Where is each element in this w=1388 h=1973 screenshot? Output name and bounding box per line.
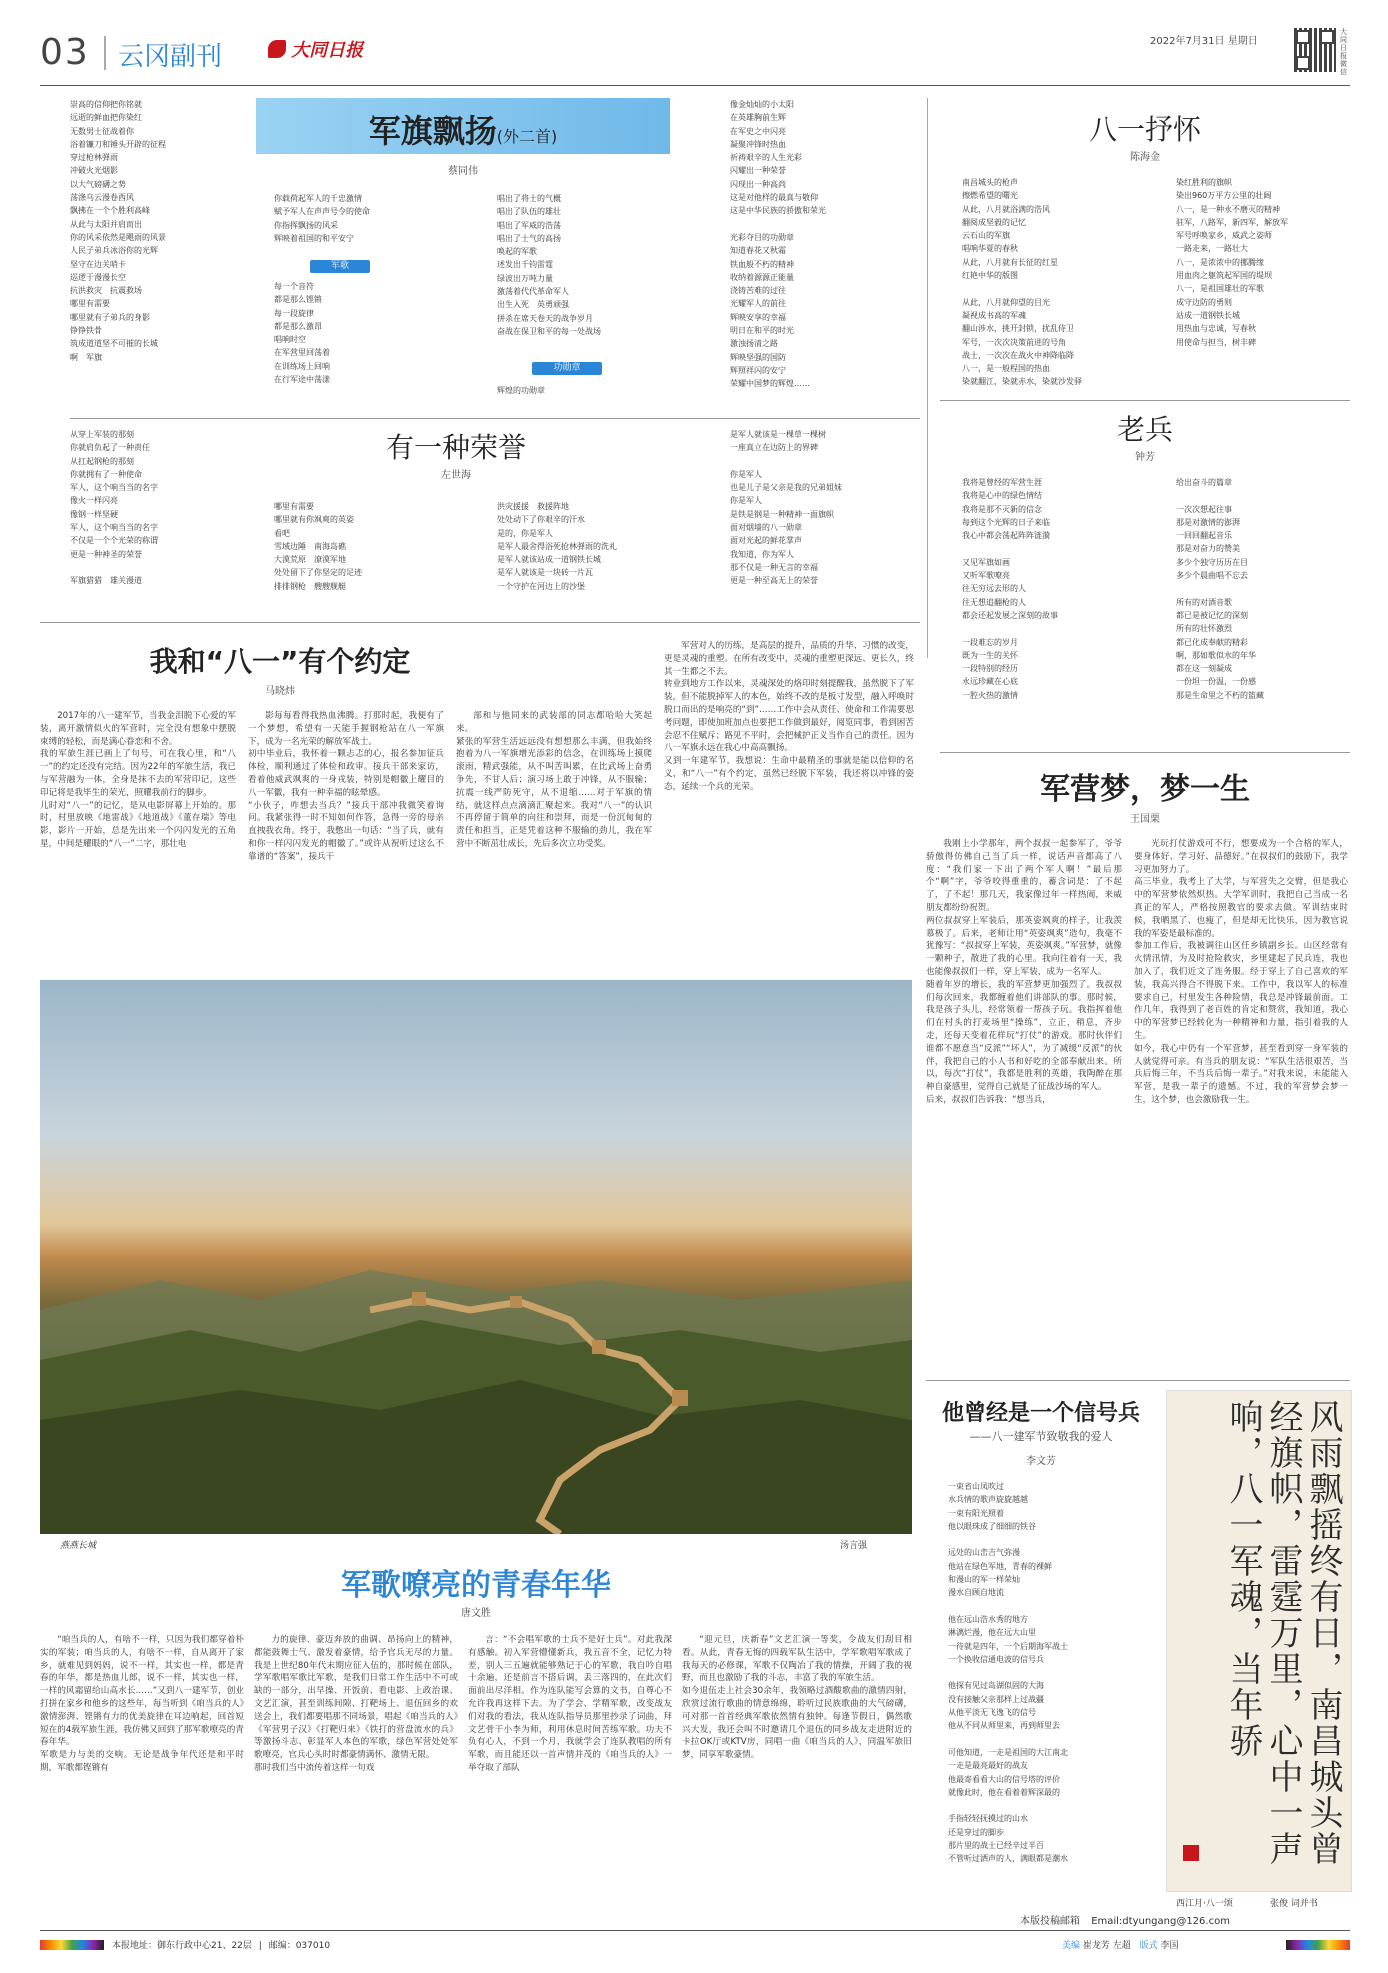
rule-above-junying (940, 752, 1350, 753)
bayi-title: 八一抒怀 (1088, 113, 1201, 146)
yueding-author: 马晓炜 (265, 686, 295, 697)
photo-credit: 汤言强 (840, 1541, 868, 1551)
footer-editors-label: 美编 (1062, 1941, 1081, 1951)
calligraphy-seal (1183, 1845, 1199, 1861)
yueding-column-1: 2017年的八一建军节，当我金泪脱下心爱的军装，离开激情似火的军营时，完全没有想象中摆脱束缚的轻松，而是满心眷恋和不舍。 我的军旅生涯已画上了句号，可在我心里，和“八一”的约定还没有完结。因为22年的军旅生活，我已与军营融为一体，全身是抹不去的军营印记，这些印记将是我毕生的荣光，照耀我前行的脚步。 儿时对“八一”的记忆，是从电影屏幕上开始的。那时，村里放映《地雷战》《地道战》《董存瑞》等电影，影片一开始，总是先出来一个闪闪发光的五角星，中间是耀眼的“八一”二字，那壮电 (40, 711, 236, 849)
rongyu-col-1: 从穿上军装的那刻 你就肩负起了一种责任 从扛起钢枪的那刻 你就拥有了一种使命 军人，这个响当当的名字 像火一样闪亮 像钢一样坚硬 军人，这个响当当的名字 不仅是一个个光荣的称谓 更是一种神圣的荣誉 军旗猎猎 雄关漫道 (70, 430, 158, 586)
page-number: 03 (40, 32, 90, 73)
junqi-title (256, 106, 670, 152)
junqi-right-column: 唱出了将士的气概 唱出了队伍的雄壮 唱出了军威的浩荡 唱出了士气的高扬 唤起的军歌 述发出千钧雷霆 绿波出万吨力量 激荡着代代革命军人 出生入死 英勇顽强 拼杀在席天卷天的战争岁月 奋战在保卫和平的每一处战场 (497, 194, 601, 336)
junge-column-3: 言：“不会唱军歌的士兵不是好士兵”。对此我深有感触。初入军营懵懂新兵，我五音不全，记忆力特差，别人三五遍就能够熟记于心的军歌，我自吟自唱十余遍，还是前言不搭后调，丢三落四的，在此次们面前出尽洋相。作为连队能写会算的文书，自尊心不允许我再这样下去。为了学会、学精军歌，改变战友们对我的看法，我从连队指导员那里抄录了词曲，拜文艺骨干小李为师，利用休息时间苦练军歌。功夫不负有心人，不到一个月，我就学会了连队教唱的所有军歌，而且能还以一首声情并茂的《咱当兵的人》一举夺取了部队 (468, 1635, 672, 1773)
calligraphy-artwork (1166, 1390, 1352, 1892)
section-name: 云冈副刊 (118, 42, 223, 72)
paper-logo-emblem-icon (268, 40, 286, 58)
xinhao-poem: 一束省山凤吹过 水兵情的歌声旋旋越越 一束有阳光照着 他以眼珠成了细细的铁谷 远处的山峦吉气弥漫 他站在绿色军地，青春的裸鲜 和漫山的军一样荣灿 漫水自顾自地流 他在远山浩水秀的地方 淋漓烂漫，他在远大山里 一待就是四年，一个后期海军战士 一个换收信通电波的信号兵 他探有见过岛湖似固的大海 没有接触父亲那样上过战疆 从他平淡无飞逸飞的信号 他从不同从师里来，再到师里去 可他知道，一走是祖国的大江南北 一走是最亮最好的战友 他最寄看看大山的信号塔的评价 就像此时，他在看着着辉深最的 手指轻轻抚摸过的山水 还是穿过的脚步 那片里的战士已经辛过半百 不管听过洒声的人，满眼都是潮水 (948, 1482, 1068, 1864)
bayi-author: 陈海金 (1130, 152, 1160, 163)
junqi-author: 蔡同伟 (448, 166, 478, 177)
junge-column-2: 力的旋律、豪迈奔放的曲调、昂扬向上的精神，都能鼓舞士气、激发着豪情，给予官兵无尽的力量。我是上世纪80年代末期应征入伍的，那时候在部队，学军歌唱军歌比军歌，是我们日常工作生活中不可或缺的一部分，出早操、开饭前、看电影、上政治课、文艺汇演，甚至训练间隙、打靶场上、退伍回乡的欢送会上，我们都要唱那不同场景，唱起《咱当兵的人》《军营男子汉》《打靶归来》《铁打的营盘流水的兵》等激扬斗志、彰显军人本色的军歌，绿色军营处处军歌嘹亮，官兵心头时时都豪情满怀、激情无限。 那时我们当中流传着这样一句戏 (254, 1635, 458, 1773)
yueding-column-3: 部和与他同来的武装部的同志都哈哈大笑起来。 紧张的军营生活远远没有想想那么丰满，但我始终抱着为八一军旗增光添彩的信念，在训练场上摸爬滚雨，精武强能，从不叫苦叫累，在比武场上奋勇争先，不甘人后；演习场上敢于冲锋，从不服输；抗震一线严防死守，从不退缩……对于军旗的情结，就这样点点滴滴汇聚起来。我对“八一”的认识不再停留于简单的向往和崇拜，而是一份沉甸甸的责任和担当，正是凭着这种不服输的劲儿，我在军营中不断茁壮成长，先后多次立功受奖。 (456, 711, 652, 849)
junge-title: 军歌嘹亮的青春年华 (341, 1568, 611, 1603)
calligraphy-caption: 西江月·八一颂 (1176, 1899, 1233, 1909)
yueding-column-4: 军营对人的历练，是高层的提升，品质的升华、习惯的改变，更是灵魂的重塑。在所有改变中，灵魂的重塑更深远、更长久，终其一生都之不去。 转业到地方工作以来，灵魂深处的烙印时刻提醒我，虽然脱下了军装，但不能脱掉军人的本色，始终不改的是板寸发型，融入呼唤时脱口而出的是响亮的“到”……工作中会从责任、使命和工作需要思考问题，即使加班加点也要把工作做到最好，阅览同事，看到困苦会忍不住赋斥；路见不平时，会把械护正义当作自己的责任。因为八一军旗永远在我心中高高飘扬。 又到一年建军节，我想说：生命中最精圣的事就是能以信仰的名义，和“八一”有个约定，虽然已经脱下军装，我还将以冲锋的姿态，延续一个兵的光荣。 (664, 641, 914, 792)
laobing-left-column: 我将是曾经的军营生涯 我将是心中的绿色情结 我将是那不灭新的信念 每到这个光辉的日子来临 我心中都会荡起阵阵涟漪 又见军旗如画 又听军歌嘹亮 往无穷远去形的人 往无想追翻枪的人 都会还起发展之深刻的故事 一段难忘的岁月 既为一生的关怀 一段特别的经历 永远珍藏在心底 一腔火热的激情 (962, 478, 1058, 700)
junqi-medal-column: 辉煌的功勋章 (497, 386, 545, 395)
junying-column-2: 光玩打仗游戏可不行，想要成为一个合格的军人，要身体好、学习好、品德好。”在叔叔们的鼓励下，我学习更加努力了。 高三毕业，我考上了大学，与军营失之交臂，但是我心中的军营梦依然炽热。大学军训时，我把自己当成一名真正的军人，严格按照教官的要求去做。军训结束时候，我晒黑了、也瘦了，但是却无比快乐，因为教官说我的军姿是最标准的。 参加工作后，我被调往山区任乡镇副乡长。山区经常有火情汛情，为及时抢险救灾，乡里建起了民兵连，我也加入了，我们近文了连务服。经于穿上了自己喜欢的军装，我高兴得合不得脱下来。工作中，我以军人的标准要求自己，村里发生各种险情，我总是冲锋最前面。工作几年，我得到了老百姓的肯定和赞赏，我知道，我心中的军营梦已经转化为一种精神和力量，指引着我的人生。 如今，我心中仍有一个军营梦，甚至看到穿一身军装的人就觉得可亲。有当兵的朋友说：“军队生活很艰苦，当兵后悔三年，不当兵后悔一辈子。”对我来说，未能能入军营，是我一辈子的遗憾。不过，我的军营梦会梦一生，这个梦，也会激励我一生。 (1134, 839, 1348, 1105)
qr-code (1294, 28, 1336, 72)
submission-email-address: Email:dtyungang@126.com (1091, 1916, 1230, 1927)
yueding-column-2: 影每每看得我热血沸腾。打那时起，我便有了一个梦想，希望有一天能手握钢枪站在八一军旗下，成为一名光荣的解放军战士。 初中毕业后，我怀着一颗忐忑的心，报名参加征兵体检，顺利通过了体检和政审。接兵干部来家访，看着他威武飒爽的一身戎装，特别是帽徽上耀目的八一军徽，我有一种幸福的眩晕感。 “小伙子，咋想去当兵？”接兵干部冲我微笑着询问。我紧张得一时不知如何作答，急得一旁的母亲直拽我衣角。终于，我憋出一句话：“当了兵，就有和你一样闪闪发光的帽徽了。”或许从祝听过这么不靠谱的“答案”，接兵干 (248, 711, 444, 862)
great-wall-scene (40, 980, 912, 1534)
rongyu-col-3: 洪灾援援 救援阵地 处处动下了你艰辛的汗水 是的，你是军人 是军人最舍得浴死抢林弹雨的洗礼 是军人就该站成一道钢铁长城 是军人就该是一块砖一片瓦 一个守护在河边上的沙堡 (497, 502, 617, 591)
junqi-title-text: 军旗飘扬 (368, 112, 497, 150)
rule-above-yueding (40, 622, 920, 623)
header-divider (104, 36, 106, 70)
junqi-song-tag: 军歌 (310, 260, 370, 273)
footer-designer: 李国 (1160, 1941, 1179, 1951)
rongyu-author: 左世海 (441, 470, 471, 481)
bayi-right-column: 染红胜利的旗帜 染出960万平方公里的壮阔 八一，是一种永不磨灭的精神 驻军，八路军，新四军，解放军 军号呼唤家乡，威武之姿师 一路走来，一路壮大 八一，是浓浓中的挪腾缘 用血肉之躯筑起军国的堤坝 八一，是祖国雄壮的军歌 成守边防的勇则 站成一道钢铁长城 用热血与忠诚，写春秋 用使命与担当，树丰碑 (1176, 178, 1288, 347)
submission-email (1020, 1912, 1230, 1927)
paper-logo (268, 36, 363, 60)
rule-above-rongyu (70, 418, 920, 419)
footer-postcode: 邮编：037010 (268, 1941, 331, 1951)
junying-title: 军营梦，梦一生 (1040, 772, 1250, 807)
footer-design-label: 版式 (1139, 1941, 1158, 1951)
xinhao-subtitle: ——八一建军节致敬我的爱人 (969, 1430, 1113, 1443)
masthead (40, 28, 1350, 84)
footer-address-text: 本报地址：御东行政中心21、22层 (112, 1941, 252, 1951)
junqi-medal-tag: 功勋章 (532, 362, 602, 375)
qr-caption: 大同日报微信 (1340, 28, 1347, 76)
footer-address: 本报地址：御东行政中心21、22层 | 邮编：037010 (112, 1941, 331, 1951)
photo-caption: 燕燕长城 (60, 1541, 97, 1551)
header-rule (40, 85, 1350, 86)
junqi-song-column: 每一个音符 都是那么铿锵 每一段旋律 都是那么激昂 唱响时空 在军营里回荡着 在训练场上回响 在行军途中荡漾 (274, 282, 330, 385)
footer-credits (1062, 1938, 1179, 1951)
junqi-title-note: (外二首) (496, 127, 558, 146)
bayi-left-column: 南昌城头的枪声 擦燃希望的曙光 从此，八月就浴满的浩风 翻阅成坚毅的记忆 云石山的军旗 唱响华夏的春秋 从此，八月就有长征的红星 红艳中华的版图 从此，八月就仰望的目光 凝视成书高的军魂 翻山涉水，挑开封锁，扰乱侍卫 军号，一次次决策前进的号角 战士，一次次在战火中神降临降 八一，是一般程国的热血 染就翻江，染就赤水，染就沙发驿 (962, 178, 1082, 387)
rongyu-title: 有一种荣誉 (385, 431, 526, 464)
issue-date: 2022年7月31日 星期日 (1150, 36, 1258, 47)
footer-rule (40, 1930, 1350, 1931)
top-column-rule (927, 98, 928, 658)
junge-column-1: “咱当兵的人，有啥不一样，只因为我们都穿着朴实的军装；咱当兵的人，有啥不一样，自从离开了家乡，就难见到妈妈，说不一样，其实也一样，都是青春的年华，都是热血儿郎，说不一样，其实也一样，一样的风霜留给山高水长……”又到八一建军节，创业打拼在家乡和他乡的这些年，每当听到《咱当兵的人》激情澎湃、铿锵有力的优美旋律在耳边响起，回首短短在的4载军旅生涯，我仿佛又回到了那军歌嘹亮的青春年华。 军歌是力与美的交响。无论是战争年代还是和平时期，军歌都铿锵有 (40, 1635, 244, 1773)
xinhao-title: 他曾经是一个信号兵 (941, 1401, 1140, 1426)
color-bar-left (40, 1940, 104, 1950)
rongyu-col-4: 是军人就该是一棵草一棵树 一座真立在边防上的界碑 你是军人 也是儿子是父亲是我的兄弟姐妹 你是军人 是铁是钢是一种精神一面旗帜 面对烟墙的八一勋章 面对光起的鲜花掌声 我知道，你为军人 那不仅是一种无言的幸福 更是一种至高无上的荣誉 (730, 430, 842, 586)
laobing-title: 老兵 (1116, 413, 1173, 446)
junqi-mid-column: 你载荷起军人的千忠激情 赋予军人在声声号令的使命 你指挥飘扬的风采 辉映着祖国的和平安宁 (274, 194, 370, 243)
footer-editors: 崔龙芳 左超 (1082, 1941, 1131, 1951)
junqi-left-column: 崇高的信仰把你铭就 远逝的鲜血把你染红 无数男士征战着你 浴着镰刀和锤头开辟的征程 穿过枪林弹雨 冲破火光烟影 以大气磅礴之势 荡涤乌云漫卷西风 飘拂在一个个胜利高峰 从此与太阳并肩而出 你的风采依然是飓雨的风景 人民子弟兵冰浴你的光辉 坚守在边关哨卡 巡逻于漫漫长空 抗洪救灾 抗震救场 哪里有需要 哪里就有子弟兵的身影 铮铮铁骨 筑成道道坚不可摧的长城 啊 军旗 (70, 100, 166, 362)
junge-author: 唐文胜 (461, 1608, 491, 1619)
junqi-far-right-column: 像金灿灿的小太阳 在英雄胸前生辉 在军史之中闪亮 凝聚冲锋时热血 祈祷艰辛的人生光彩 闪耀出一种荣誉 闪现出一种高尚 这是对他样的最真与敬仰 这是中华民族的骄傲和荣光 光彩夺目的功勋章 知道春花又秋霜 铁血般不朽的精神 收纳着源源正能量 浇铸苦难的过往 光耀军人的前往 辉映安享的幸福 明日在和平的时光 激浊扬清之路 辉映坚强的国防 辉照祥闪的安宁 荣耀中国梦的辉煌…… (730, 100, 826, 389)
rule-above-xinhao (926, 1380, 1350, 1381)
color-bar-right (1286, 1940, 1350, 1950)
junge-column-4: “迎元旦，庆新春”文艺汇演一等奖，令战友们刮目相看。从此，青春无悔的四载军队生活中，学军歌唱军歌成了我每天的必修课，军歌不仅陶冶了我的情操，开阔了我的视野，而且也激励了我的斗志，丰富了我的军旅生活。 如今退伍走上社会30余年，我领略过酒酸歌曲的激情四射，欣赏过流行歌曲的情意绵绵，聆听过民族歌曲的大气磅礴，可对那一首首经典军歌依然情有独钟。每逢节假日，偶然歌兴大发，我还会叫不时邀请几个退伍的同乡战友走进附近的卡拉OK厅或KTV房，同唱一曲《咱当兵的人》，同温军旅旧梦，同享军歌豪情。 (682, 1635, 912, 1761)
junying-column-1: 我刚上小学那年，两个叔叔一起参军了，爷爷骄傲得仿佛自己当了兵一样，说话声音都高了八度：“我们家一下出了两个军人啊！”最后那个“啊”字，爷爷咬得重重的，蓄含词是：了不起了，了不起！那几天，我家像过年一样热闹，来威朋友都纷纷祝贺。 两位叔叔穿上军装后，那英姿飒爽的样子，让我羡慕极了。后来，老师让用“英姿飒爽”造句，我毫不犹豫写：“叔叔穿上军装，英姿飒爽。”军营梦，就像一颗种子，散进了我的心里。我向往着有一天，我也能像叔叔们一样，穿上军装，成为一名军人。 随着年岁的增长，我的军营梦更加强烈了。我叔叔们每次回来，我都缠着他们讲部队的事。那时候，我是孩子头儿，经常领着一帮孩子玩。我指挥着他们在村头的打麦场里“操练”，立正，稍息，齐步走，还每天变着花样玩“打仗”的游戏。那时伙伴们谁都不愿意当“反派”“坏人”，为了减缓“反派”的伙伴，我把自己的小人书和好吃的全部奉献出来。所以，每次“打仗”，我都是胜利的英雄，我陶醉在那种自豪感里，觉得自己就是了征战沙场的军人。 后来，叔叔们告诉我：“想当兵， (926, 839, 1122, 1105)
great-wall-photo (40, 980, 912, 1534)
calligraphy-text: 风雨飘摇终有日，南昌城头曾经旗帜，雷霆万里，心中一声响，八一军魂，当年骄 (1223, 1399, 1343, 1867)
yueding-title: 我和“八一”有个约定 (149, 645, 411, 678)
laobing-author: 钟芳 (1135, 452, 1155, 463)
paper-logo-text: 大同日报 (291, 40, 364, 61)
laobing-right-column: 给出奋斗的篇章 一次次想起往事 那是对激情的澎湃 一回回翻起音乐 那是对奋力的赞美 多少个独守历历在目 多少个晨曲唱不忘去 所有的对酒音歌 都已是被记忆的深刻 所有的壮怀激烈 都已化成奉献的精彩 啊，那如歌似水的年华 都在这一刻凝成 一份坦一份温，一份感 那是生命里之不朽的篮藏 (1176, 478, 1264, 700)
rongyu-col-2: 哪里有需要 哪里就有你飒爽的英姿 看吧 雪域边陲 南海岛礁 大漠荒原 潦漠军地 处处留下了你坚定的足迹 排排钢枪 艘艘舰艇 (274, 502, 362, 591)
xinhao-author: 李文芳 (1026, 1456, 1056, 1467)
junying-author: 王国栗 (1130, 814, 1160, 825)
calligraphy-credit: 张俊 词并书 (1270, 1899, 1318, 1909)
submission-email-label: 本版投稿邮箱 (1020, 1916, 1080, 1927)
rule-above-laobing (940, 400, 1350, 401)
